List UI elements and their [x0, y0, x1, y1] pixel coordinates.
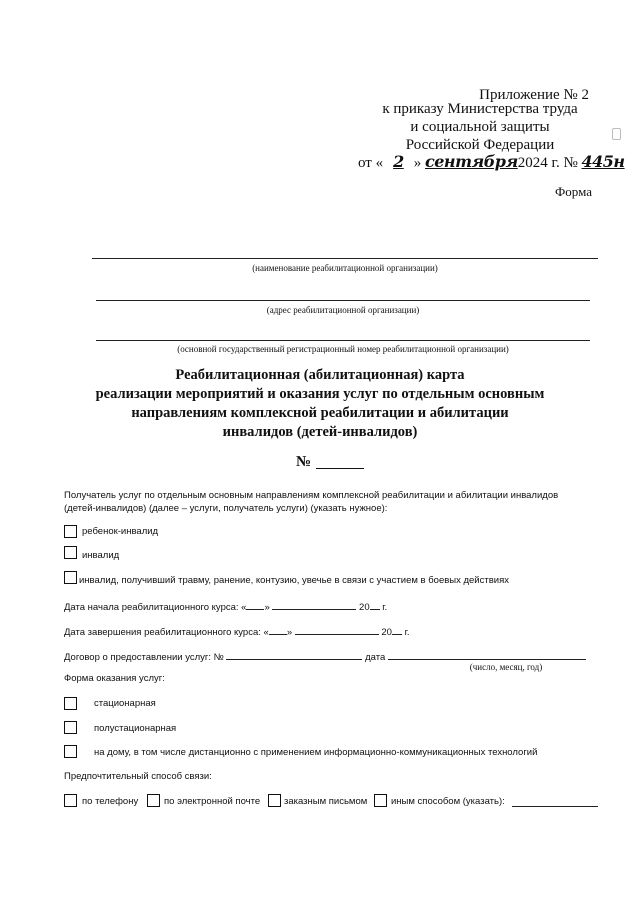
course-start-row	[64, 599, 387, 613]
date-prefix: от «	[358, 155, 384, 171]
service-form-label: Форма оказания услуг:	[64, 673, 165, 684]
course-end-year-prefix: 20	[381, 627, 392, 638]
contract-number-field[interactable]	[226, 649, 362, 660]
course-start-day-field[interactable]	[246, 599, 264, 610]
date-mid: »	[413, 155, 422, 171]
stamp-mark	[612, 128, 621, 140]
option-email: по электронной почте	[164, 796, 261, 807]
org-name-line[interactable]	[92, 258, 598, 259]
doc-title-line1: Реабилитационная (абилитационная) карта	[175, 367, 465, 383]
contract-label: Договор о предоставлении услуг: №	[64, 652, 224, 663]
option-combat-injured: инвалид, получивший травму, ранение, контузию, увечье в связи с участием в боевых действиях	[79, 575, 509, 586]
checkbox-registered-mail[interactable]	[268, 794, 281, 807]
date-year: 2024 г. №	[517, 155, 578, 171]
card-number-field[interactable]	[316, 468, 364, 469]
order-date	[358, 152, 625, 172]
appendix-number: Приложение № 2	[479, 87, 589, 103]
checkbox-other-method[interactable]	[374, 794, 387, 807]
course-end-day-field[interactable]	[269, 624, 287, 635]
option-at-home: на дому, в том числе дистанционно с применением информационно-коммуникационных технологий	[94, 747, 538, 758]
course-start-month-field[interactable]	[272, 599, 356, 610]
course-start-year-field[interactable]	[370, 599, 380, 610]
handwritten-day: 2	[393, 152, 404, 171]
doc-title-line4: инвалидов (детей-инвалидов)	[222, 424, 418, 440]
checkbox-combat-injured[interactable]	[64, 571, 77, 584]
contract-row	[64, 649, 586, 663]
contract-date-caption: (число, месяц, год)	[469, 662, 543, 672]
recipient-intro-line1: Получатель услуг по отдельным основным направлениям комплексной реабилитации и абилитации инвалидов	[64, 490, 559, 501]
card-number-label: №	[296, 454, 312, 470]
contact-label: Предпочтительный способ связи:	[64, 771, 212, 782]
ministry-line: и социальной защиты	[410, 119, 550, 135]
checkbox-at-home[interactable]	[64, 745, 77, 758]
doc-title-line3: направлениям комплексной реабилитации и абилитации	[131, 405, 509, 421]
handwritten-order-number: 445н	[581, 152, 625, 171]
option-disabled: инвалид	[82, 550, 120, 561]
checkbox-phone[interactable]	[64, 794, 77, 807]
option-other-method: иным способом (указать):	[391, 796, 505, 807]
course-end-close: »	[286, 627, 293, 638]
handwritten-month: сентября	[425, 152, 518, 171]
course-start-label: Дата начала реабилитационного курса: «	[64, 602, 247, 613]
contract-date-field[interactable]	[388, 649, 586, 660]
course-end-month-field[interactable]	[295, 624, 379, 635]
option-semi-inpatient: полустационарная	[94, 723, 177, 734]
option-phone: по телефону	[82, 796, 139, 807]
doc-title-line2: реализации мероприятий и оказания услуг по отдельным основным	[95, 386, 545, 402]
course-start-close: »	[264, 602, 270, 613]
option-inpatient: стационарная	[94, 698, 156, 709]
org-ogrn-line[interactable]	[96, 340, 590, 341]
checkbox-semi-inpatient[interactable]	[64, 721, 77, 734]
checkbox-child-disabled[interactable]	[64, 525, 77, 538]
form-label: Форма	[555, 184, 592, 199]
course-end-row	[64, 624, 410, 638]
checkbox-email[interactable]	[147, 794, 160, 807]
org-ogrn-caption: (основной государственный регистрационный номер реабилитационной организации)	[177, 344, 509, 354]
course-end-label: Дата завершения реабилитационного курса: «	[64, 627, 269, 638]
checkbox-disabled[interactable]	[64, 546, 77, 559]
checkbox-inpatient[interactable]	[64, 697, 77, 710]
order-reference: к приказу Министерства труда	[382, 101, 578, 117]
other-method-field[interactable]	[512, 806, 598, 807]
country-line: Российской Федерации	[405, 137, 555, 153]
course-start-year-prefix: 20	[359, 602, 370, 613]
course-end-year-field[interactable]	[392, 624, 402, 635]
course-end-suffix: г.	[404, 627, 410, 638]
org-address-caption: (адрес реабилитационной организации)	[266, 305, 420, 315]
org-address-line[interactable]	[96, 300, 590, 301]
option-registered-mail: заказным письмом	[284, 796, 368, 807]
course-start-suffix: г.	[382, 602, 388, 613]
recipient-intro-line2: (детей-инвалидов) (далее – услуги, получатель услуги) (указать нужное):	[64, 503, 388, 514]
org-name-caption: (наименование реабилитационной организации)	[252, 263, 438, 273]
contract-date-label: дата	[365, 652, 386, 663]
option-child-disabled: ребенок-инвалид	[82, 526, 159, 537]
